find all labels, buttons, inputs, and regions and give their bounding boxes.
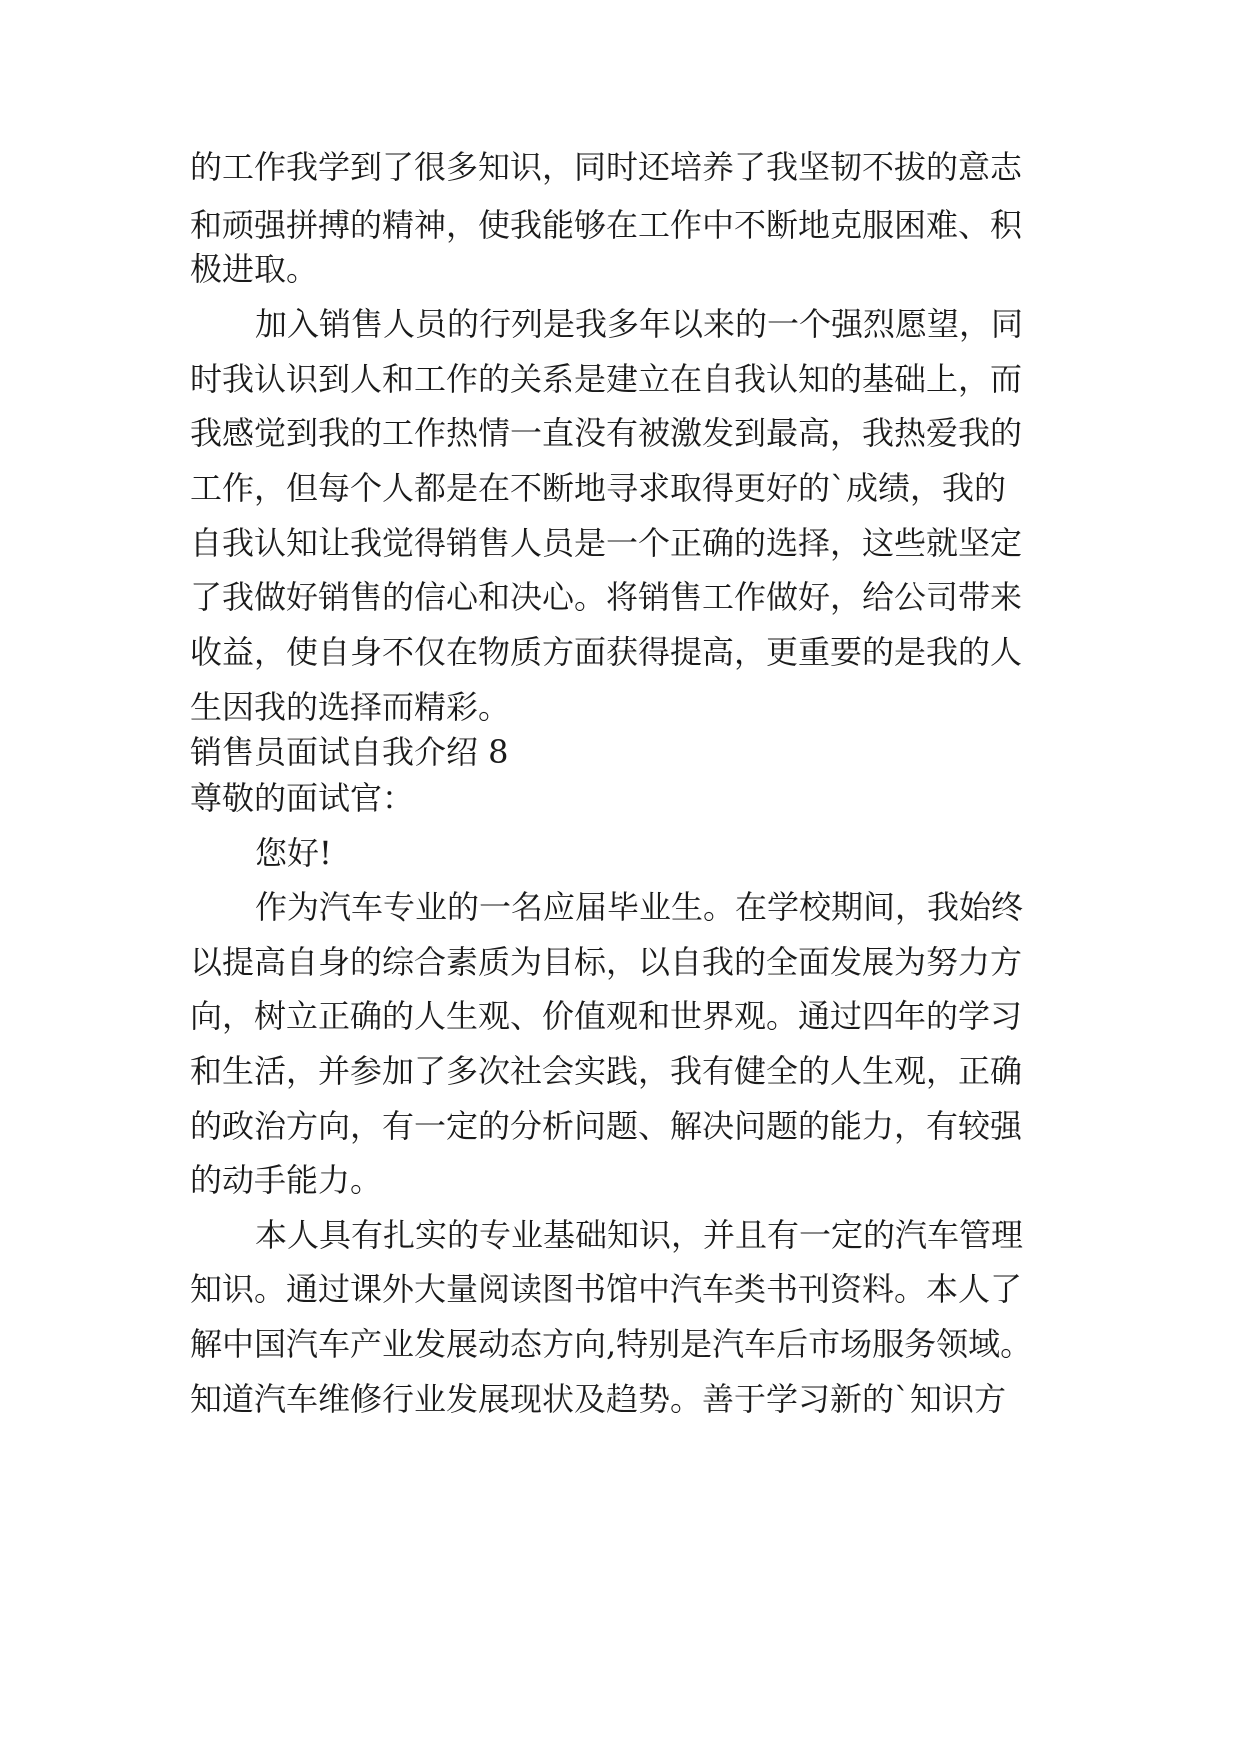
paragraph-line: 解中国汽车产业发展动态方向,特别是汽车后市场服务领域。 — [190, 1325, 1033, 1363]
paragraph-line: 知识。通过课外大量阅读图书馆中汽车类书刊资料。本人了 — [190, 1270, 1023, 1308]
paragraph-line: 知道汽车维修行业发展现状及趋势。善于学习新的`知识方 — [190, 1380, 1007, 1418]
paragraph-line: 收益，使自身不仅在物质方面获得提高，更重要的是我的人 — [190, 633, 1023, 671]
paragraph-line: 了我做好销售的信心和决心。将销售工作做好，给公司带来 — [190, 578, 1023, 616]
paragraph-line: 的政治方向，有一定的分析问题、解决问题的能力，有较强 — [190, 1107, 1023, 1145]
paragraph-line: 作为汽车专业的一名应届毕业生。在学校期间，我始终 — [255, 888, 1024, 926]
paragraph-line: 生因我的选择而精彩。 — [190, 688, 511, 726]
paragraph-line: 工作，但每个人都是在不断地寻求取得更好的`成绩，我的 — [190, 469, 1007, 507]
paragraph-line: 我感觉到我的工作热情一直没有被激发到最高，我热爱我的 — [190, 414, 1023, 452]
paragraph-line: 以提高自身的综合素质为目标，以自我的全面发展为努力方 — [190, 943, 1023, 981]
paragraph-line: 和生活，并参加了多次社会实践，我有健全的人生观，正确 — [190, 1052, 1023, 1090]
paragraph-line: 和顽强拼搏的精神，使我能够在工作中不断地克服困难、积 — [190, 206, 1023, 244]
paragraph-line: 极进取。 — [190, 250, 319, 288]
paragraph-line: 加入销售人员的行列是我多年以来的一个强烈愿望，同 — [255, 305, 1024, 343]
paragraph-line: 时我认识到人和工作的关系是建立在自我认知的基础上，而 — [190, 360, 1023, 398]
paragraph-line: 向，树立正确的人生观、价值观和世界观。通过四年的学习 — [190, 997, 1023, 1035]
salutation: 尊敬的面试官： — [190, 779, 415, 817]
greeting: 您好! — [255, 834, 332, 872]
paragraph-line: 的动手能力。 — [190, 1161, 383, 1199]
paragraph-line: 自我认知让我觉得销售人员是一个正确的选择，这些就坚定 — [190, 524, 1023, 562]
section-heading: 销售员面试自我介绍 8 — [190, 733, 509, 771]
paragraph-line: 本人具有扎实的专业基础知识，并且有一定的汽车管理 — [255, 1216, 1024, 1254]
paragraph-line: 的工作我学到了很多知识，同时还培养了我坚韧不拔的意志 — [190, 148, 1023, 186]
